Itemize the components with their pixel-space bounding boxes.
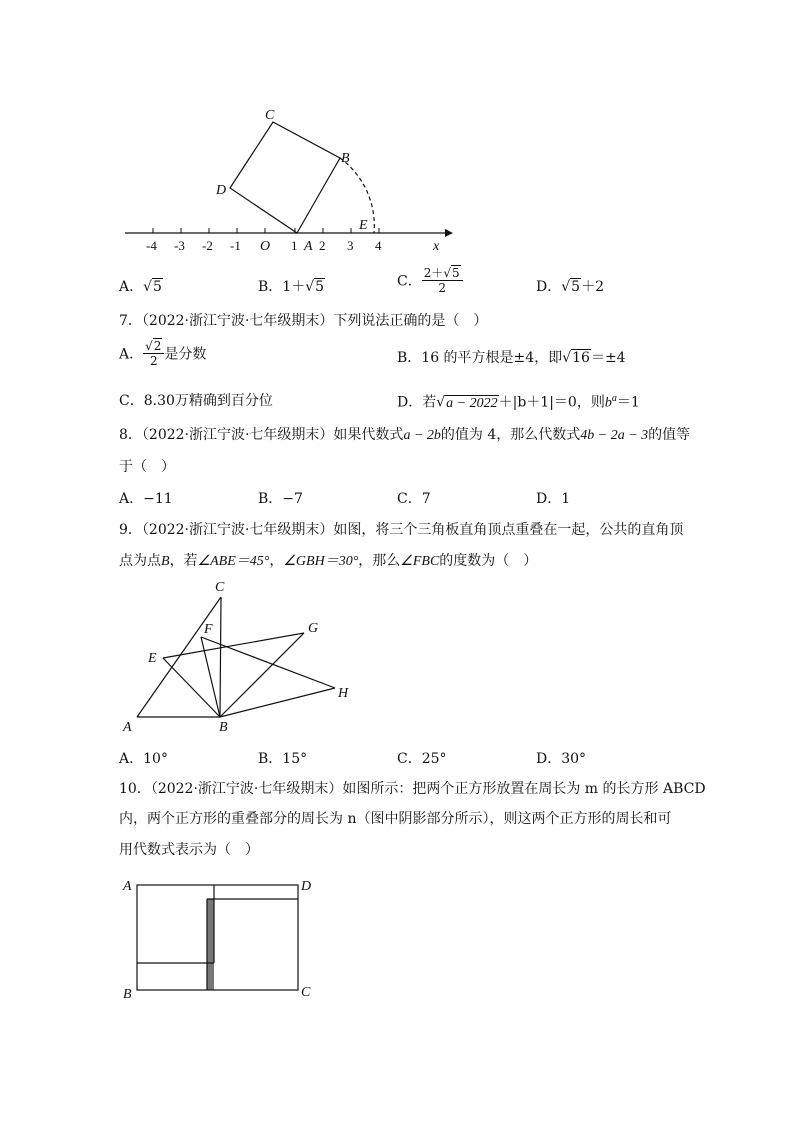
- shaded-overlap: [207, 899, 214, 990]
- q9-option-c: C．25°: [397, 751, 447, 767]
- q7-option-c: C．8.30万精确到百分位: [119, 393, 273, 409]
- q8-option-d: D．1: [536, 491, 571, 507]
- q9-stem-line2: 点为点B，若∠ABE＝45°，∠GBH＝30°，那么∠FBC的度数为（ ）: [119, 553, 538, 569]
- point-b-label: B: [341, 151, 350, 166]
- point-a-label: A: [304, 239, 313, 254]
- rectangle-squares-figure: [115, 872, 325, 1002]
- arc-b-to-e: [340, 158, 374, 233]
- q8-stem-line2: 于（ ）: [119, 459, 175, 475]
- numberline-figure: [115, 100, 455, 260]
- q6-option-a: A．√5: [119, 279, 162, 295]
- label-a: A: [123, 879, 132, 894]
- tick-label: 3: [347, 238, 354, 253]
- label-e: E: [148, 651, 157, 666]
- square-abcd: [230, 122, 340, 233]
- label-c: C: [301, 985, 311, 1000]
- q9-option-a: A．10°: [119, 751, 168, 767]
- tick-label: -1: [230, 238, 241, 253]
- label-f: F: [204, 622, 213, 637]
- label-a: A: [123, 720, 132, 735]
- q7-option-b: B．16 的平方根是±4，即√16＝±4: [397, 350, 626, 366]
- q8-option-b: B．−7: [258, 491, 303, 507]
- point-d-label: D: [216, 183, 227, 198]
- label-b: B: [219, 720, 228, 735]
- label-g: G: [308, 621, 319, 636]
- label-c: C: [215, 580, 225, 595]
- tick-label: -2: [202, 238, 213, 253]
- q9-stem-line1: 9．（2022·浙江宁波·七年级期末）如图，将三个三角板直角顶点重叠在一起，公共的直角顶: [119, 522, 684, 538]
- tick-label: -3: [174, 238, 185, 253]
- q6-option-b: B．1＋√5: [258, 279, 325, 295]
- segment-hb: [220, 688, 335, 717]
- rectangle-abcd: [137, 885, 298, 990]
- segment-fh: [201, 637, 335, 688]
- ticks: [153, 228, 379, 233]
- segment-eb: [163, 658, 220, 717]
- label-h: H: [338, 686, 349, 701]
- q8-option-c: C．7: [397, 491, 431, 507]
- q6-option-d: D．√5＋2: [536, 279, 604, 295]
- q7-option-a: A． $\frac{√2}{2}$ 是分数: [119, 339, 207, 368]
- point-c-label: C: [265, 108, 275, 123]
- tick-label: 2: [319, 238, 326, 253]
- x-axis-arrow: [445, 229, 453, 237]
- q6-option-c: C． $\frac{2+√5}{2}$: [397, 266, 463, 295]
- q8-option-a: A．−11: [119, 491, 173, 507]
- triangles-figure: [115, 575, 365, 735]
- point-e-label: E: [359, 218, 368, 233]
- q7-stem: 7．（2022·浙江宁波·七年级期末）下列说法正确的是（ ）: [119, 313, 488, 329]
- label-b: B: [123, 987, 132, 1002]
- tick-label: 1: [291, 238, 298, 253]
- segment-bc: [220, 597, 221, 717]
- q10-stem-line3: 用代数式表示为（ ）: [119, 842, 259, 858]
- q9-option-b: B．15°: [258, 751, 308, 767]
- tick-label: 4: [375, 238, 382, 253]
- q9-option-d: D．30°: [536, 751, 587, 767]
- q7-option-d: D．若√a − 2022＋|b＋1|＝0，则$b^a=1$: [397, 393, 640, 411]
- q10-stem-line2: 内，两个正方形的重叠部分的周长为 n（图中阴影部分所示），则这两个正方形的周长和可: [119, 811, 672, 827]
- tick-label: -4: [146, 238, 157, 253]
- label-d: D: [301, 879, 312, 894]
- origin-label: O: [260, 239, 271, 254]
- q10-stem-line1: 10．（2022·浙江宁波·七年级期末）如图所示：把两个正方形放置在周长为 m 的长方形 ABCD: [119, 781, 706, 797]
- axis-label: x: [433, 239, 440, 254]
- q8-stem-line1: 8．（2022·浙江宁波·七年级期末）如果代数式a − 2b的值为 4，那么代数式4b − 2a − 3的值等: [119, 427, 691, 443]
